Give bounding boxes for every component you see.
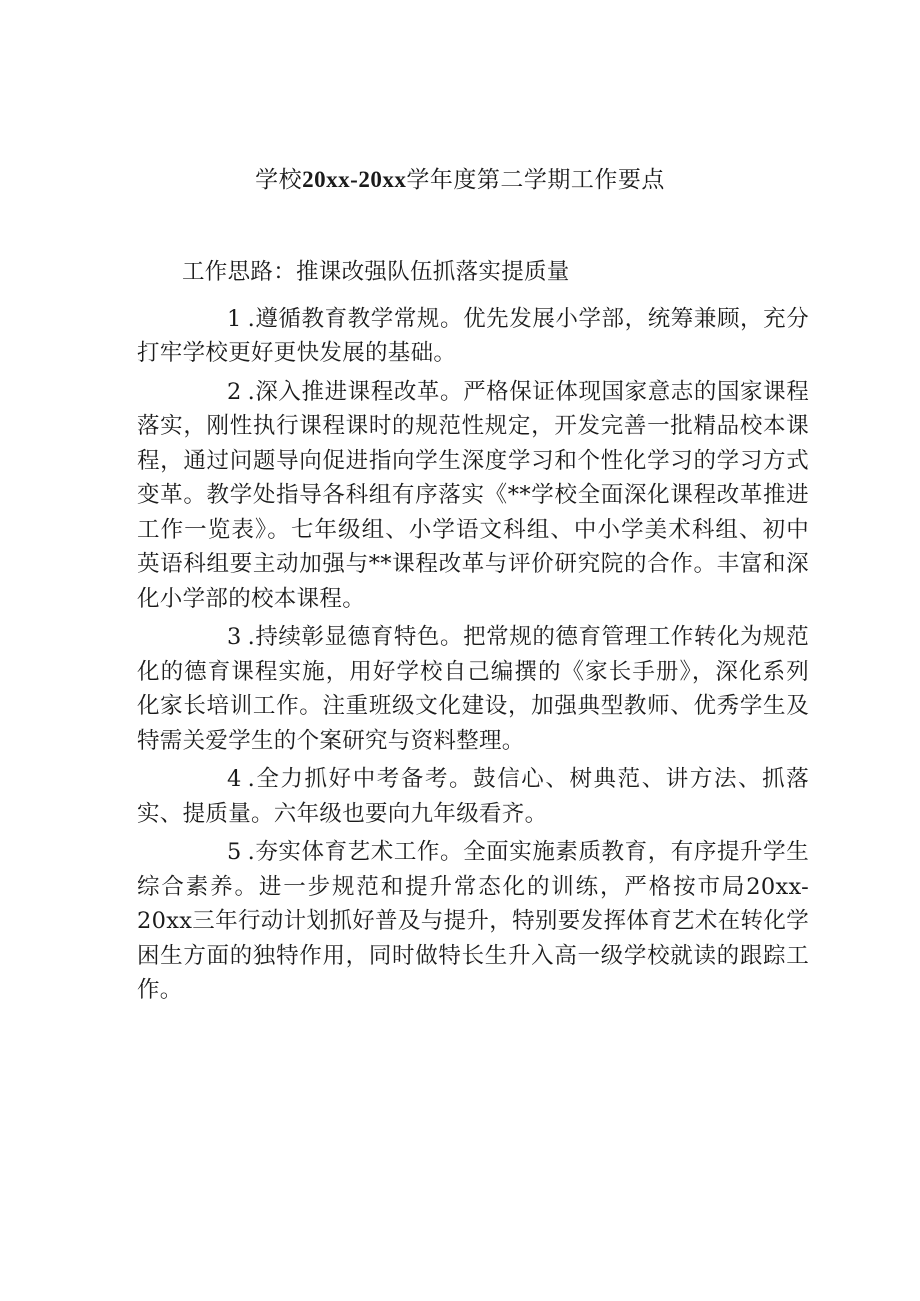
document-title (0, 165, 920, 195)
item-3-number: 3 (227, 624, 242, 650)
work-thinking: 工作思路：推课改强队伍抓落实提质量 (182, 259, 570, 285)
document-body (137, 255, 809, 1012)
item-2 (137, 375, 809, 617)
item-5 (137, 835, 809, 1008)
item-4-number: 4 (227, 766, 242, 792)
title-years: 20xx-20xx (302, 167, 407, 192)
item-3 (137, 620, 809, 758)
item-4-text: .全力抓好中考备考。鼓信心、树典范、讲方法、抓落实、提质量。六年级也要向九年级看齐。 (137, 766, 809, 827)
item-1-text: .遵循教育教学常规。优先发展小学部，统筹兼顾，充分打牢学校更好更快发展的基础。 (137, 305, 809, 366)
item-4 (137, 762, 809, 831)
item-3-text: .持续彰显德育特色。把常规的德育管理工作转化为规范化的德育课程实施，用好学校自己编撰的《家长手册》，深化系列化家长培训工作。注重班级文化建设，加强典型教师、优秀学生及特需关爱学生的个案研究与资料整理。 (137, 624, 809, 754)
item-1 (137, 302, 809, 371)
item-1-number: 1 (227, 305, 242, 332)
title-prefix: 学校 (255, 167, 303, 193)
item-5-number: 5 (227, 839, 242, 865)
item-2-text: .深入推进课程改革。严格保证体现国家意志的国家课程落实，刚性执行课程课时的规范性规定，开发完善一批精品校本课程，通过问题导向促进指向学生深度学习和个性化学习的学习方式变革。教学处指导各科组有序落实《**学校全面深化课程改革推进工作一览表》。七年级组、小学语文科组、中小学美术科组、初中英语科组要主动加强与**课程改革与评价研究院的合作。丰富和深化小学部的校本课程。 (137, 378, 809, 612)
item-5-text: .夯实体育艺术工作。全面实施素质教育，有序提升学生综合素养。进一步规范和提升常态化的训练，严格按市局20xx-20xx三年行动计划抓好普及与提升，特别要发挥体育艺术在转化学困生方面的独特作用，同时做特长生升入高一级学校就读的跟踪工作。 (137, 839, 809, 1003)
title-suffix: 学年度第二学期工作要点 (406, 167, 665, 193)
item-2-number: 2 (227, 378, 242, 405)
